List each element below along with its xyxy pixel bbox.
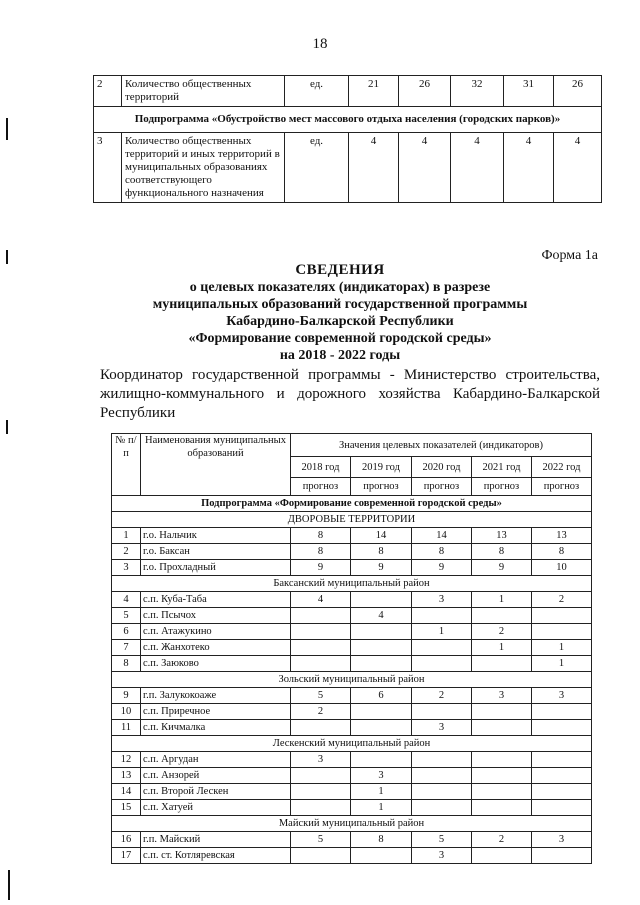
value-cell: 32	[451, 76, 504, 107]
value-cell: 3	[472, 688, 532, 704]
value-cell	[412, 800, 472, 816]
value-cell: 1	[532, 640, 592, 656]
row-number: 16	[112, 832, 141, 848]
value-cell	[351, 656, 412, 672]
value-cell: 3	[291, 752, 351, 768]
row-number: 3	[112, 560, 141, 576]
table-row	[112, 768, 592, 784]
value-cell	[291, 624, 351, 640]
value-cell	[532, 848, 592, 864]
municipality-name: с.п. Заюково	[141, 656, 291, 672]
indicator-name: Количество общественных территорий	[122, 76, 285, 107]
table-row	[112, 752, 592, 768]
value-cell	[412, 768, 472, 784]
value-cell: 3	[532, 688, 592, 704]
row-number: 6	[112, 624, 141, 640]
table-row	[112, 720, 592, 736]
value-cell: 3	[412, 848, 472, 864]
left-margin-mark	[8, 870, 10, 900]
table-row	[94, 133, 602, 203]
table-row	[112, 624, 592, 640]
municipality-name: г.п. Майский	[141, 832, 291, 848]
header-name: Наименования муниципальных образований	[141, 434, 291, 496]
table-row	[112, 560, 592, 576]
subprogram-row	[94, 107, 602, 133]
value-cell	[351, 592, 412, 608]
value-cell	[532, 768, 592, 784]
table-row	[112, 688, 592, 704]
district-title: Лескенский муниципальный район	[112, 736, 592, 752]
row-number: 5	[112, 608, 141, 624]
municipality-name: с.п. Куба-Таба	[141, 592, 291, 608]
table-row	[112, 656, 592, 672]
value-cell: 21	[349, 76, 399, 107]
value-cell: 1	[532, 656, 592, 672]
form-label: Форма 1а	[541, 248, 598, 263]
header-forecast: прогноз	[291, 478, 351, 496]
value-cell	[351, 624, 412, 640]
value-cell: 8	[412, 544, 472, 560]
municipality-name: с.п. Кичмалка	[141, 720, 291, 736]
value-cell: 9	[291, 560, 351, 576]
row-number: 4	[112, 592, 141, 608]
value-cell	[291, 784, 351, 800]
unit: ед.	[285, 76, 349, 107]
value-cell: 14	[412, 528, 472, 544]
value-cell	[412, 784, 472, 800]
value-cell: 1	[412, 624, 472, 640]
left-margin-mark	[6, 250, 8, 264]
page-number: 18	[312, 36, 328, 52]
value-cell	[291, 656, 351, 672]
value-cell	[472, 656, 532, 672]
title-line: муниципальных образований государственной программы	[152, 297, 528, 312]
value-cell	[532, 784, 592, 800]
value-cell: 4	[349, 133, 399, 203]
row-number: 14	[112, 784, 141, 800]
title-line: о целевых показателях (индикаторах) в разрезе	[189, 280, 491, 295]
district-row	[112, 736, 592, 752]
left-margin-mark	[6, 118, 8, 140]
municipality-name: с.п. Псычох	[141, 608, 291, 624]
value-cell	[472, 848, 532, 864]
table-row	[112, 544, 592, 560]
value-cell: 4	[351, 608, 412, 624]
table-row	[112, 704, 592, 720]
value-cell: 9	[412, 560, 472, 576]
municipality-name: г.п. Залукокоаже	[141, 688, 291, 704]
value-cell: 3	[351, 768, 412, 784]
value-cell	[291, 800, 351, 816]
table-row	[94, 76, 602, 107]
value-cell: 3	[412, 592, 472, 608]
municipality-name: г.о. Прохладный	[141, 560, 291, 576]
value-cell	[291, 608, 351, 624]
value-cell: 31	[504, 76, 554, 107]
value-cell	[351, 704, 412, 720]
value-cell: 3	[412, 720, 472, 736]
value-cell	[472, 768, 532, 784]
header-values-title: Значения целевых показателей (индикаторов)	[291, 434, 592, 457]
value-cell	[412, 608, 472, 624]
municipality-name: г.о. Баксан	[141, 544, 291, 560]
district-row	[112, 672, 592, 688]
value-cell: 1	[472, 640, 532, 656]
table-row	[112, 832, 592, 848]
value-cell: 8	[291, 528, 351, 544]
value-cell: 3	[532, 832, 592, 848]
value-cell: 2	[532, 592, 592, 608]
value-cell: 1	[351, 800, 412, 816]
municipal-indicators-table	[111, 433, 592, 864]
row-number: 11	[112, 720, 141, 736]
value-cell	[412, 752, 472, 768]
title-line: «Формирование современной городской среды»	[188, 331, 492, 346]
table-row	[112, 800, 592, 816]
value-cell	[532, 704, 592, 720]
title-line: Кабардино-Балкарской Республики	[226, 314, 454, 329]
indicator-table-continued	[93, 75, 602, 203]
value-cell	[472, 784, 532, 800]
municipality-name: с.п. Второй Лескен	[141, 784, 291, 800]
left-margin-mark	[6, 420, 8, 434]
row-number: 15	[112, 800, 141, 816]
indicator-name: Количество общественных территорий и иных территорий в муниципальных образованиях соответствующего функционального назначения	[122, 133, 285, 203]
row-number: 8	[112, 656, 141, 672]
municipality-name: с.п. Приречное	[141, 704, 291, 720]
row-number: 9	[112, 688, 141, 704]
value-cell: 4	[291, 592, 351, 608]
value-cell	[472, 704, 532, 720]
value-cell: 8	[351, 544, 412, 560]
header-year: 2021 год	[472, 457, 532, 478]
header-year: 2022 год	[532, 457, 592, 478]
municipality-name: с.п. Аргудан	[141, 752, 291, 768]
row-number: 2	[112, 544, 141, 560]
header-year: 2018 год	[291, 457, 351, 478]
value-cell: 8	[351, 832, 412, 848]
value-cell: 1	[351, 784, 412, 800]
value-cell: 2	[472, 624, 532, 640]
value-cell: 13	[472, 528, 532, 544]
row-number: 12	[112, 752, 141, 768]
district-title: Майский муниципальный район	[112, 816, 592, 832]
value-cell: 2	[291, 704, 351, 720]
value-cell: 5	[291, 832, 351, 848]
table-row	[112, 848, 592, 864]
row-number: 1	[112, 528, 141, 544]
value-cell	[412, 640, 472, 656]
title-line: СВЕДЕНИЯ	[295, 262, 385, 278]
value-cell	[472, 752, 532, 768]
value-cell: 8	[472, 544, 532, 560]
value-cell: 26	[399, 76, 451, 107]
district-title: Зольский муниципальный район	[112, 672, 592, 688]
value-cell	[351, 848, 412, 864]
unit: ед.	[285, 133, 349, 203]
header-forecast: прогноз	[412, 478, 472, 496]
table-row	[112, 528, 592, 544]
header-year: 2019 год	[351, 457, 412, 478]
value-cell	[291, 768, 351, 784]
value-cell	[472, 720, 532, 736]
value-cell: 26	[554, 76, 602, 107]
coordinator-paragraph: Координатор государственной программы - Министерство строительства, жилищно-коммунального и дорожного хозяйства Кабардино-Балкарской Республики	[100, 367, 600, 421]
value-cell	[412, 704, 472, 720]
value-cell: 9	[472, 560, 532, 576]
value-cell	[291, 720, 351, 736]
municipality-name: с.п. Атажукино	[141, 624, 291, 640]
subprogram-title: Подпрограмма «Формирование современной городской среды»	[112, 496, 592, 512]
value-cell	[472, 608, 532, 624]
municipality-name: с.п. ст. Котляревская	[141, 848, 291, 864]
value-cell	[532, 624, 592, 640]
header-year: 2020 год	[412, 457, 472, 478]
header-num: № п/п	[112, 434, 141, 496]
value-cell: 13	[532, 528, 592, 544]
value-cell: 5	[291, 688, 351, 704]
value-cell: 6	[351, 688, 412, 704]
subprogram-row	[112, 496, 592, 512]
document-title	[60, 262, 620, 364]
row-number: 3	[94, 133, 122, 203]
value-cell: 8	[291, 544, 351, 560]
value-cell: 4	[554, 133, 602, 203]
category-row	[112, 512, 592, 528]
value-cell: 4	[451, 133, 504, 203]
header-forecast: прогноз	[472, 478, 532, 496]
row-number: 10	[112, 704, 141, 720]
district-row	[112, 576, 592, 592]
value-cell: 4	[504, 133, 554, 203]
value-cell: 5	[412, 832, 472, 848]
district-title: Баксанский муниципальный район	[112, 576, 592, 592]
value-cell: 2	[412, 688, 472, 704]
header-forecast: прогноз	[532, 478, 592, 496]
municipality-name: с.п. Хатуей	[141, 800, 291, 816]
row-number: 2	[94, 76, 122, 107]
value-cell: 9	[351, 560, 412, 576]
value-cell	[351, 752, 412, 768]
subprogram-title: Подпрограмма «Обустройство мест массового отдыха населения (городских парков)»	[94, 107, 602, 133]
value-cell: 10	[532, 560, 592, 576]
table-row	[112, 608, 592, 624]
value-cell	[412, 656, 472, 672]
table-row	[112, 592, 592, 608]
value-cell	[472, 800, 532, 816]
row-number: 7	[112, 640, 141, 656]
row-number: 13	[112, 768, 141, 784]
category-title: ДВОРОВЫЕ ТЕРРИТОРИИ	[112, 512, 592, 528]
value-cell: 14	[351, 528, 412, 544]
municipality-name: с.п. Жанхотеко	[141, 640, 291, 656]
value-cell: 1	[472, 592, 532, 608]
value-cell	[532, 720, 592, 736]
value-cell: 2	[472, 832, 532, 848]
header-row	[112, 434, 592, 457]
value-cell	[532, 752, 592, 768]
value-cell	[532, 800, 592, 816]
district-row	[112, 816, 592, 832]
value-cell	[291, 640, 351, 656]
municipality-name: с.п. Анзорей	[141, 768, 291, 784]
municipality-name: г.о. Нальчик	[141, 528, 291, 544]
value-cell	[351, 720, 412, 736]
title-line: на 2018 - 2022 годы	[279, 348, 401, 363]
header-forecast: прогноз	[351, 478, 412, 496]
value-cell: 8	[532, 544, 592, 560]
value-cell	[291, 848, 351, 864]
value-cell: 4	[399, 133, 451, 203]
row-number: 17	[112, 848, 141, 864]
value-cell	[532, 608, 592, 624]
value-cell	[351, 640, 412, 656]
table-row	[112, 784, 592, 800]
table-row	[112, 640, 592, 656]
